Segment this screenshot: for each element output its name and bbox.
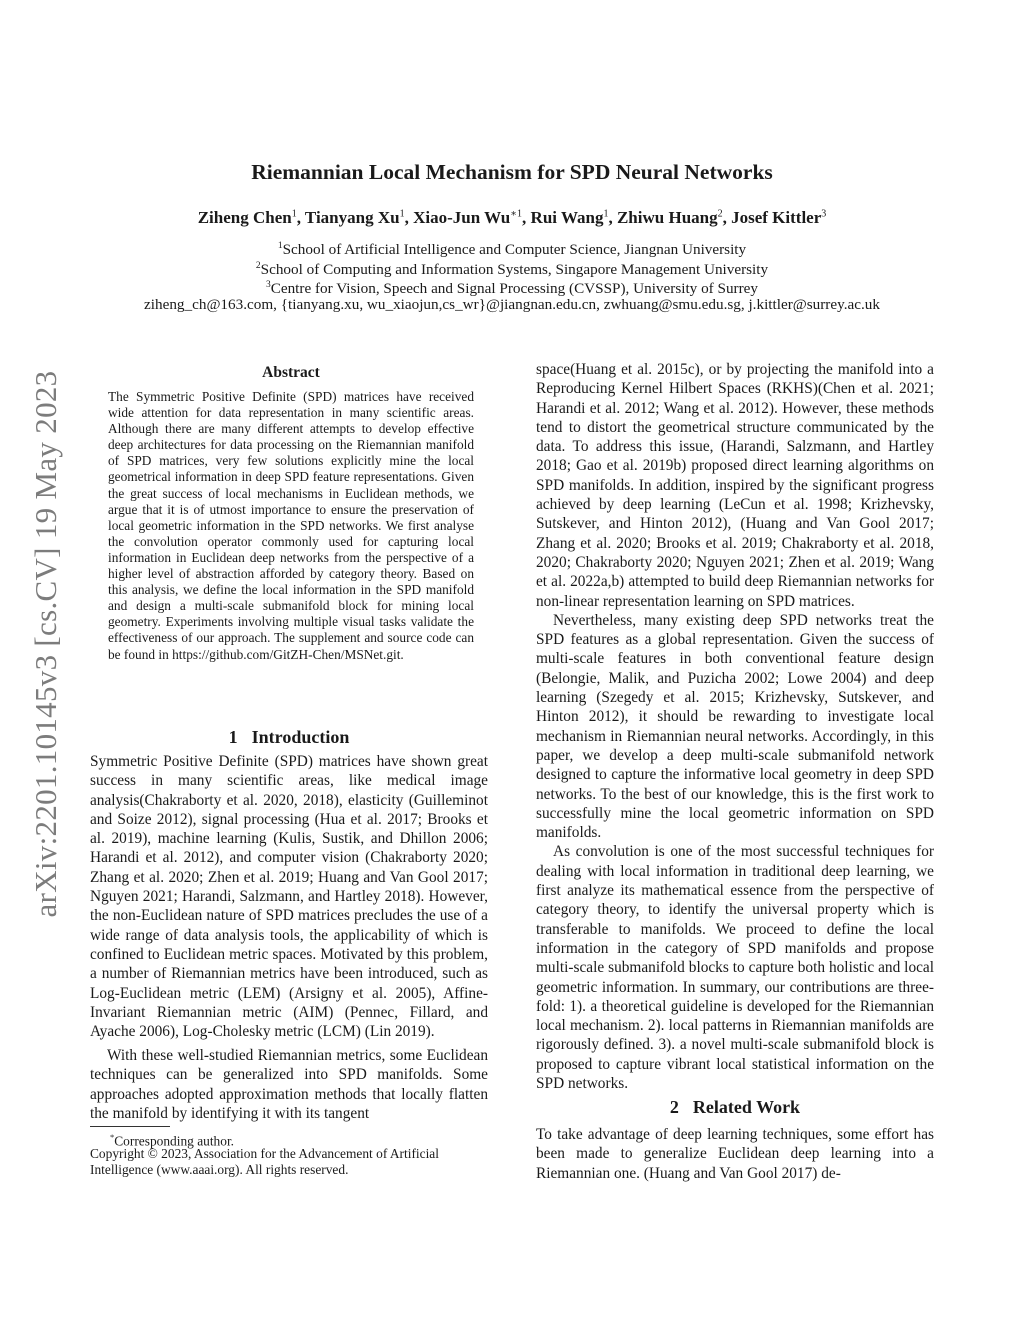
author: Tianyang Xu — [304, 208, 400, 227]
author: Zhiwu Huang — [616, 208, 718, 227]
paragraph: As convolution is one of the most successful techniques for dealing with local information in traditional deep learning, we first analyze its mathematical essence from the perspective of category theory, to identify the universal property which is transferable to manifolds. We proceed to define the local information in the category of SPD manifolds and propose multi-scale submanifold blocks to capture both holistic and local geometric information. In summary, our contributions are three-fold: 1). a theoretical guideline is developed for the Riemannian local mechanism. 2). local patterns in Riemannian manifolds are rigorously defined. 3). a novel multi-scale submanifold block is proposed to capture vibrant local statistical information on the SPD networks. — [536, 843, 934, 1092]
abstract-heading: Abstract — [262, 364, 320, 381]
intro-paragraph-2 — [90, 1046, 488, 1123]
section-title: Related Work — [692, 1097, 801, 1117]
author: Xiao-Jun Wu — [413, 208, 511, 227]
arxiv-sidebar — [26, 344, 66, 944]
section-title: Introduction — [251, 727, 350, 747]
section-number: 1 — [228, 727, 238, 747]
author-list: Ziheng Chen$^1$, Tianyang Xu$^1$, Xiao-Jun $Wu^{∗1}$, Rui Wang$^1$, Zhiwu Huang$^2$, Josef Kittler$^3$ — [197, 208, 827, 227]
author: Josef Kittler — [731, 208, 822, 227]
footnote-divider — [90, 1126, 170, 1127]
affiliation-text: School of Artificial Intelligence and Computer Science, Jiangnan University — [282, 241, 747, 259]
footnote-mark: * — [110, 1132, 115, 1142]
author-emails: ziheng_ch@163.com, {tianyang.xu, wu_xiaojun,cs_wr}@jiangnan.edu.cn, zwhuang@smu.edu.sg, j.kittler@surrey.ac.uk — [144, 296, 880, 313]
paragraph: space(Huang et al. 2015c), or by projecting the manifold into a Reproducing Kernel Hilbert Spaces (RKHS)(Chen et al. 2021; Harandi et al. 2012; Wang et al. 2012). However, these methods tend to distort the geometrical structure communicated by the data. To address this issue, (Harandi, Salzmann, and Hartley 2018; Gao et al. 2019b) proposed direct learning algorithms on SPD manifolds. In addition, inspired by the significant progress achieved by deep learning (LeCun et al. 1998; Krizhevsky, Sutskever, and Hinton 2012), (Huang and Van Gool 2017; Zhang et al. 2020; Brooks et al. 2019; Chakraborty et al. 2018, 2020; Chakraborty 2020; Nguyen 2021; Zhen et al. 2019; Wang et al. 2022a,b) attempted to build deep Riemannian networks for non-linear representation learning on SPD matrices. — [536, 361, 934, 610]
section-heading-related-work — [536, 1097, 934, 1118]
affiliation-sup: 2 — [255, 261, 261, 271]
affiliation-text: Centre for Vision, Speech and Signal Processing (CVSSP), University of Surrey — [270, 280, 759, 298]
arxiv-identifier: arXiv:2201.10145v3 [cs.CV] 19 May 2023 — [28, 370, 63, 918]
abstract-text: The Symmetric Positive Definite (SPD) matrices have received wide attention for data representation in many scientific areas. Although there are many different attempts to develop effective deep architectures for data processing on the Riemannian manifold of SPD matrices, very few solutions explicitly mine the local geometrical information in deep SPD feature representations. Given the great success of local mechanisms in Euclidean methods, we argue that it is of utmost importance to ensure the preservation of local geometric information in the SPD networks. We first analyse the convolution operator commonly used for capturing local information in Euclidean deep networks from the perspective of a higher level of abstraction afforded by category theory. Based on this analysis, we define the local information in the SPD manifold and design a multi-scale submanifold block for mining local geometry. Experiments involving multiple visual tasks validate the effectiveness of our approach. The supplement and source code can be found in https://github.com/GitZH-Chen/MSNet.git. — [108, 389, 474, 662]
section-heading-introduction — [90, 727, 488, 748]
author: Ziheng Chen — [197, 208, 292, 227]
affiliation-sup: 3 — [265, 280, 271, 290]
section-number: 2 — [669, 1097, 679, 1117]
intro-paragraph-1 — [90, 752, 488, 1041]
paper-title: Riemannian Local Mechanism for SPD Neural Networks — [251, 160, 773, 184]
intro-right-column — [536, 360, 934, 1093]
author-sup: 3 — [821, 208, 827, 220]
affiliation-text: School of Computing and Information Systems, Singapore Management University — [260, 261, 769, 279]
author-sup: 2 — [717, 208, 723, 220]
author-sup: 1 — [399, 208, 405, 220]
related-work-paragraph — [536, 1125, 934, 1183]
author-sup: ∗1 — [510, 208, 523, 220]
footnote-copyright: Copyright © 2023, Association for the Advancement of Artificial Intelligence (www.aaai.org). All rights reserved. — [90, 1146, 439, 1177]
paragraph: With these well-studied Riemannian metrics, some Euclidean techniques can be generalized into SPD manifolds. Some approaches adopted approximation methods that locally flatten the manifold by identifying it with its tangent — [90, 1047, 488, 1122]
paragraph: To take advantage of deep learning techniques, some effort has been made to generalize Euclidean deep learning into a Riemannian one. (Huang and Van Gool 2017) de- — [536, 1126, 934, 1182]
author-sup: 1 — [603, 208, 609, 220]
footnote-text: Corresponding author. — [114, 1133, 235, 1149]
author: Rui Wang — [530, 208, 604, 227]
affiliation-sup: 1 — [277, 241, 283, 251]
paragraph: Nevertheless, many existing deep SPD networks treat the SPD features as a global representation. Given the success of multi-scale features in both conventional feature design (Belongie, Malik, and Puzicha 2002; Lowe 2004) and deep learning (Szegedy et al. 2015; Krizhevsky, Sutskever, and Hinton 2012), it should be rewarding to investigate local mechanism in Riemannian neural networks. Accordingly, in this paper, we develop a deep multi-scale submanifold network designed to capture the informative local geometry in deep SPD networks. To the best of our knowledge, this is the first work to successfully mine the local geometric information on SPD manifolds. — [536, 611, 934, 842]
paragraph: Symmetric Positive Definite (SPD) matrices have shown great success in many scientific areas, like medical image analysis(Chakraborty et al. 2020, 2018), elasticity (Guilleminot and Soize 2012), signal processing (Hua et al. 2017; Brooks et al. 2019), machine learning (Kulis, Sustik, and Dhillon 2006; Harandi et al. 2012), and computer vision (Chakraborty 2020; Zhang et al. 2020; Zhen et al. 2019; Huang and Van Gool 2017; Nguyen 2021; Harandi, Salzmann, and Hartley 2018). However, the non-Euclidean nature of SPD matrices precludes the use of a wide range of data analysis tools, the applicability of which is confined to Euclidean metric spaces. Motivated by this problem, a number of Riemannian metrics have been introduced, such as Log-Euclidean metric (LEM) (Arsigny et al. 2005), Affine-Invariant Riemannian metric (AIM) (Pennec, Fillard, and Ayache 2006), Log-Cholesky metric (LCM) (Lin 2019). — [90, 753, 488, 1041]
author-sup: 1 — [291, 208, 297, 220]
